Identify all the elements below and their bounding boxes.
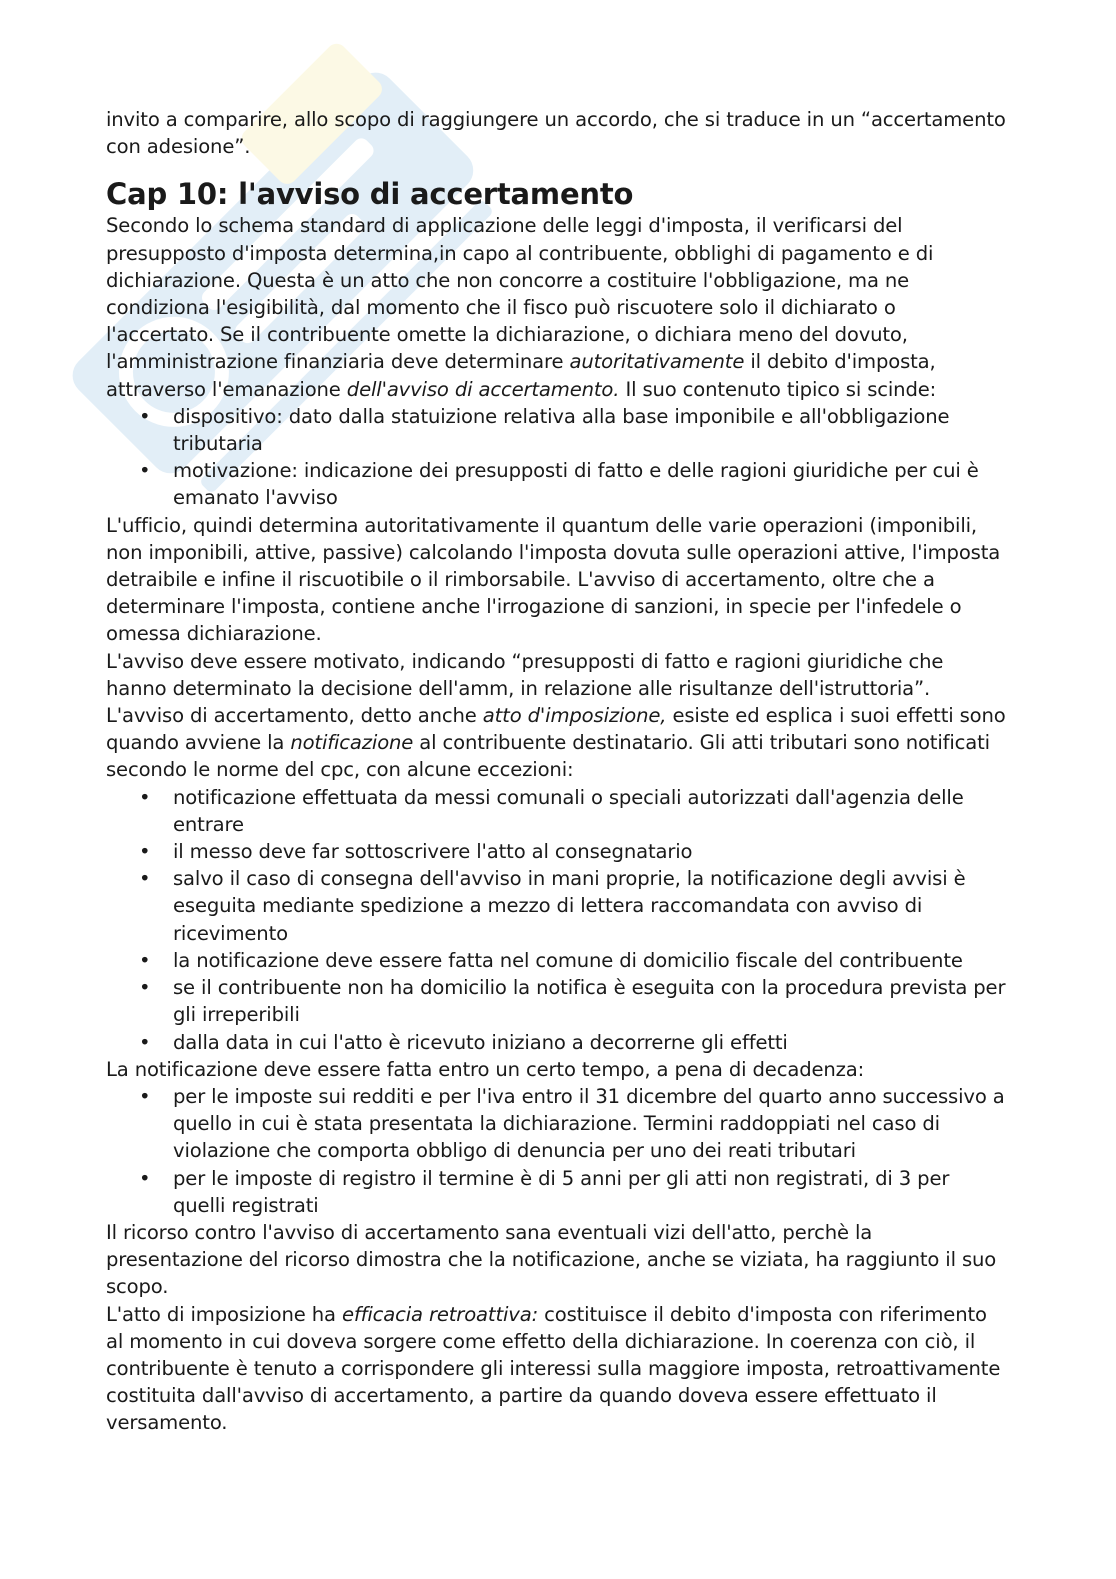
list-item: • motivazione: indicazione dei presupposti di fatto e delle ragioni giuridiche per cui è emanato l'avviso — [106, 457, 1006, 511]
paragraph-4-b: esiste ed esplica i suoi effetti sono quando avviene la — [106, 704, 1006, 755]
deadline-list — [106, 1083, 1006, 1219]
paragraph-7 — [106, 1301, 1006, 1437]
paragraph-1-em-1: autoritativamente — [569, 350, 745, 374]
paragraph-7-a: L'atto di imposizione ha — [106, 1302, 342, 1326]
list-item: • notificazione effettuata da messi comunali o speciali autorizzati dall'agenzia delle entrare — [106, 784, 1006, 838]
paragraph-4-a: L'avviso di accertamento, detto anche — [106, 704, 483, 728]
list-item: • dalla data in cui l'atto è ricevuto iniziano a decorrerne gli effetti — [106, 1029, 1006, 1056]
paragraph-6: Il ricorso contro l'avviso di accertamento sana eventuali vizi dell'atto, perchè la presentazione del ricorso dimostra che la notificazione, anche se viziata, ha raggiunto il suo scopo. — [106, 1220, 997, 1299]
paragraph-1-em-2: dell'avviso di accertamento. — [346, 377, 620, 401]
list-item: • dispositivo: dato dalla statuizione relativa alla base imponibile e all'obbligazione tributaria — [106, 403, 1006, 457]
list-item: • per le imposte di registro il termine è di 5 anni per gli atti non registrati, di 3 per quelli registrati — [106, 1165, 1006, 1219]
paragraph-7-b: costituisce il debito d'imposta con riferimento al momento in cui doveva sorgere come effetto della dichiarazione. In coerenza con ciò, il contribuente è tenuto a corrispondere gli interessi sulla maggiore imposta, retroattivamente costituita dall'avviso di accertamento, a partire da quando doveva essere effettuato il versamento. — [106, 1302, 1001, 1435]
paragraph-4-c: al contribuente destinatario. Gli atti tributari sono notificati secondo le norme del cpc, con alcune eccezioni: — [106, 731, 990, 782]
paragraph-1 — [106, 212, 1006, 402]
paragraph-4 — [106, 702, 1006, 784]
paragraph-1-a: Secondo lo schema standard di applicazione delle leggi d'imposta, il verificarsi del presupposto d'imposta determina,in capo al contribuente, obblighi di pagamento e di dichiarazione. Questa è un atto che non concorre a costituire l'obbligazione, ma ne condiziona l'esigibilità, dal momento che il fisco può riscuotere solo il dichiarato o l'accertato. Se il contribuente omette la dichiarazione, o dichiara meno del dovuto, l'amministrazione finanziaria deve determinare — [106, 214, 934, 374]
intro-paragraph: invito a comparire, allo scopo di raggiungere un accordo, che si traduce in un “accertamento con adesione”. — [106, 108, 1006, 159]
paragraph-1-c: Il suo contenuto tipico si scinde: — [619, 377, 937, 401]
list-item: • salvo il caso di consegna dell'avviso in mani proprie, la notificazione degli avvisi è eseguita mediante spedizione a mezzo di lettera raccomandata con avviso di ricevimento — [106, 865, 1006, 947]
chapter-title: Cap 10: l'avviso di accertamento — [106, 177, 634, 212]
paragraph-7-em-1: efficacia retroattiva: — [341, 1302, 539, 1326]
paragraph-4-em-1: atto d'imposizione, — [482, 704, 667, 728]
notification-list — [106, 784, 1006, 1056]
paragraph-1-b: il debito d'imposta, attraverso l'emanazione — [106, 350, 936, 401]
list-item: • per le imposte sui redditi e per l'iva entro il 31 dicembre del quarto anno successivo a quello in cui è stata presentata la dichiarazione. Termini raddoppiati nel caso di violazione che comporta obbligo di denuncia per uno dei reati tributari — [106, 1083, 1006, 1165]
paragraph-5: La notificazione deve essere fatta entro un certo tempo, a pena di decadenza: — [106, 1057, 865, 1081]
document-page — [106, 106, 1006, 1437]
list-item: • se il contribuente non ha domicilio la notifica è eseguita con la procedura prevista per gli irreperibili — [106, 974, 1006, 1028]
paragraph-4-em-2: notificazione — [290, 731, 414, 755]
content-list — [106, 403, 1006, 512]
paragraph-2: L'ufficio, quindi determina autoritativamente il quantum delle varie operazioni (imponibili, non imponibili, attive, passive) calcolando l'imposta dovuta sulle operazioni attive, l'imposta detraibile e infine il riscuotibile o il rimborsabile. L'avviso di accertamento, oltre che a determinare l'imposta, contiene anche l'irrogazione di sanzioni, in specie per l'infedele o omessa dichiarazione. — [106, 513, 1001, 646]
list-item: • la notificazione deve essere fatta nel comune di domicilio fiscale del contribuente — [106, 947, 1006, 974]
list-item: • il messo deve far sottoscrivere l'atto al consegnatario — [106, 838, 1006, 865]
paragraph-3: L'avviso deve essere motivato, indicando “presupposti di fatto e ragioni giuridiche che hanno determinato la decisione dell'amm, in relazione alle risultanze dell'istruttoria”. — [106, 649, 944, 700]
